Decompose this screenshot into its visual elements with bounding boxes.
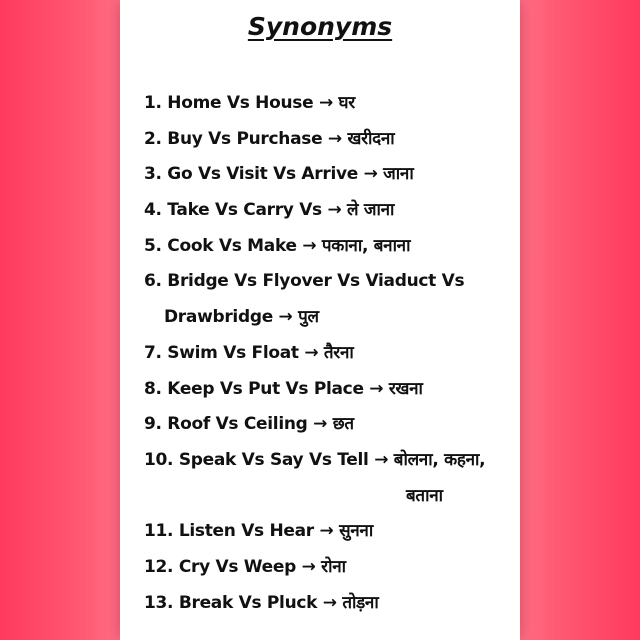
list-item: 2. Buy Vs Purchase → खरीदना <box>144 128 395 149</box>
list-item: 6. Bridge Vs Flyover Vs Viaduct Vs <box>144 271 465 292</box>
list-item-continuation: Drawbridge → पुल <box>164 307 319 328</box>
list-item: 3. Go Vs Visit Vs Arrive → जाना <box>144 164 414 185</box>
list-item: 12. Cry Vs Weep → रोना <box>144 556 346 577</box>
left-background <box>0 0 120 640</box>
synonyms-card <box>120 0 520 640</box>
list-item: 10. Speak Vs Say Vs Tell → बोलना, कहना, <box>144 449 486 470</box>
list-item: 11. Listen Vs Hear → सुनना <box>144 521 373 542</box>
page-title: Synonyms <box>247 12 393 41</box>
list-item: 13. Break Vs Pluck → तोड़ना <box>144 592 379 613</box>
list-item: 7. Swim Vs Float → तैरना <box>144 342 354 363</box>
list-item: 5. Cook Vs Make → पकाना, बनाना <box>144 235 411 256</box>
list-item: 9. Roof Vs Ceiling → छत <box>144 414 354 435</box>
synonym-list <box>144 86 516 621</box>
list-item: 8. Keep Vs Put Vs Place → रखना <box>144 378 423 399</box>
list-item: 4. Take Vs Carry Vs → ले जाना <box>144 200 395 221</box>
right-background <box>520 0 640 640</box>
list-item-continuation: बताना <box>406 485 443 506</box>
list-item: 1. Home Vs House → घर <box>144 93 355 113</box>
